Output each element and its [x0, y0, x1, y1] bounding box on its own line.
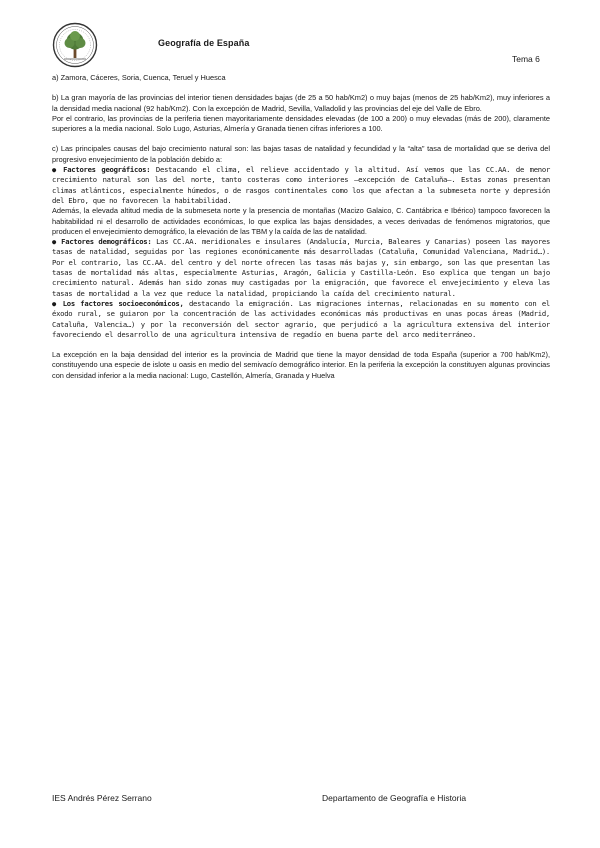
factor-geographic — [52, 165, 550, 206]
document-body — [52, 73, 550, 381]
factor-socioeconomic-title: Los factores socioeconómicos, — [62, 298, 184, 308]
factor-geographic-text: Destacando el clima, el relieve accidentado y la altitud. Así vemos que las CC.AA. de menor crecimiento natural son las del norte, tanto costeras como interiores –excepción de Cataluña–. Estas zonas presentan climas atlánticos, especialmente húmedos, o de rasgos continentales como los que afectan a la submeseta norte y depresión del Ebro, que no favorecen la habitabilidad. — [52, 165, 551, 205]
bullet-icon: ● — [52, 238, 57, 247]
answer-b-paragraph-2: Por el contrario, las provincias de la periferia tienen mayoritariamente densidades elevadas (de 100 a 200) o muy elevadas (más de 200), claramente superiores a la media nacional. Solo Lugo, Asturias, Almería y Granada tienen cifras inferiores a 100. — [52, 113, 550, 134]
factor-geographic-title: Factores geográficos: — [63, 165, 151, 175]
factor-demographic-text: Las CC.AA. meridionales e insulares (Andalucía, Murcia, Baleares y Canarias) poseen las mayores tasas de natalidad, seguidas por las regiones económicamente más desarrolladas (Cataluña, Comunidad Valenciana, Madrid…). Por el contrario, las CC.AA. del centro y del norte ofrecen las tasas más bajas y, sin embargo, son las que presentan las tasas de mortalidad más altas, especialmente Asturias, Aragón, Galicia y Castilla-León. Eso explica que tengan un bajo crecimiento natural. Además han sido zonas muy castigadas por la emigración, que favorece el envejecimiento y eleva las tasas de mortalidad a la vez que reduce la natalidad, propiciando la caída del crecimiento natural. — [52, 237, 551, 298]
document-topic: Tema 6 — [512, 54, 540, 64]
factor-socioeconomic — [52, 299, 550, 340]
answer-b-paragraph-1: b) La gran mayoría de las provincias del interior tienen densidades bajas (de 25 a 50 hab/Km2) o muy bajas (menos de 25 hab/Km2), muy inferiores a la densidad media nacional (92 hab/Km2). Con la excepción de Madrid, Sevilla, Valladolid y las provincias del eje del Valle de Ebro. — [52, 93, 550, 113]
factor-demographic — [52, 237, 550, 299]
school-emblem-icon — [52, 22, 98, 68]
answer-a: a) Zamora, Cáceres, Soria, Cuenca, Teruel y Huesca — [52, 73, 226, 82]
factor-geographic-extra: Además, la elevada altitud media de la submeseta norte y la presencia de montañas (Macizo Galaico, C. Cantábrica e Ibérico) tampoco favorecen la habitabilidad ni el desarrollo de actividades económicas, lo que explica las bajas densidades, a veces derivadas de fenómenos migratorios, que producen el envejecimiento demográfico, la elevación de las TBM y la caída de las de natalidad. — [52, 206, 550, 236]
bullet-icon: ● — [52, 166, 58, 175]
factor-demographic-title: Factores demográficos: — [61, 237, 152, 247]
bullet-icon: ● — [52, 299, 58, 308]
document-subject: Geografía de España — [158, 38, 250, 48]
answer-d: La excepción en la baja densidad del interior es la provincia de Madrid que tiene la mayor densidad de toda España (superior a 700 hab/Km2), constituyendo una especie de islote u oasis en medio del semivacío demográfico interior. En la periferia la excepción la constituyen algunas provincias con densidad inferior a la media nacional: Lugo, Castellón, Almería, Granada y Huelva — [52, 350, 550, 380]
footer-school: IES Andrés Pérez Serrano — [52, 793, 152, 803]
footer-department: Departamento de Geografía e Historia — [322, 793, 467, 803]
factor-socioeconomic-text: destacando la emigración. Las migraciones internas, relacionadas en su momento con el éxodo rural, se guiaron por la concentración de las actividades económicas más productivas en unas pocas áreas (Madrid, Cataluña, Valencia…) y por la reconversión del sector agrario, que perjudicó a la agricultura extensiva del interior favoreciendo el desarrollo de una agricultura intensiva de regadío en buena parte del arco mediterráneo. — [52, 298, 550, 339]
answer-c-intro: c) Las principales causas del bajo crecimiento natural son: las bajas tasas de natalidad y fecundidad y la “alta” tasa de mortalidad que se deriva del progresivo envejecimiento de la población debido a: — [52, 144, 550, 164]
